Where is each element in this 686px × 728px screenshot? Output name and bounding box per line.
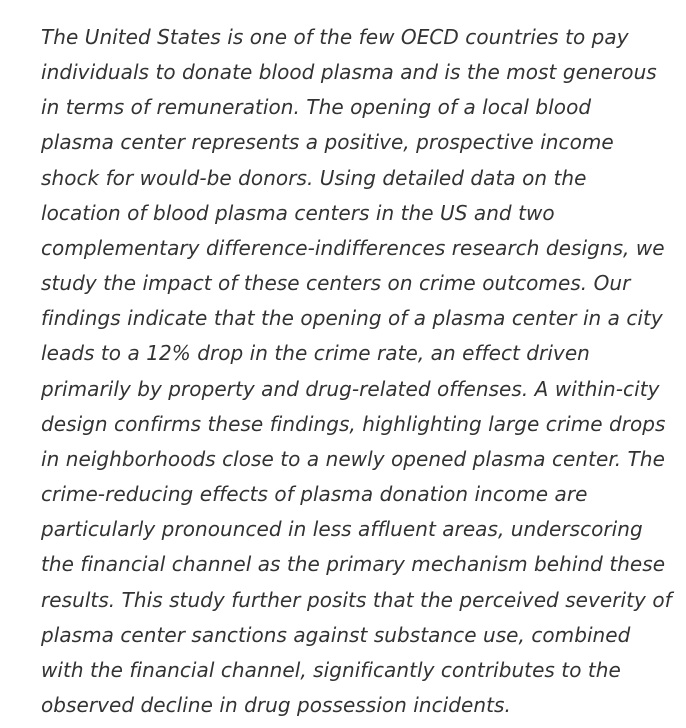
abstract-line: crime-reducing effects of plasma donation income are bbox=[41, 482, 588, 507]
abstract-line: results. This study further posits that the perceived severity of bbox=[41, 587, 672, 612]
abstract-line: in terms of remuneration. The opening of a local blood bbox=[41, 95, 592, 120]
abstract-line: design confirms these findings, highlighting large crime drops bbox=[41, 411, 666, 436]
abstract-line: individuals to donate blood plasma and is the most generous bbox=[41, 60, 657, 85]
abstract-line: location of blood plasma centers in the US and two bbox=[41, 200, 555, 225]
abstract-line: primarily by property and drug-related offenses. A within-city bbox=[41, 376, 660, 401]
abstract-line: shock for would-be donors. Using detailed data on the bbox=[41, 165, 587, 190]
abstract-line: with the financial channel, significantly contributes to the bbox=[41, 657, 621, 682]
abstract-line: in neighborhoods close to a newly opened plasma center. The bbox=[41, 446, 665, 471]
abstract-line: plasma center represents a positive, prospective income bbox=[41, 130, 614, 155]
abstract-line: particularly pronounced in less affluent areas, underscoring bbox=[41, 517, 643, 542]
abstract-line: the financial channel as the primary mechanism behind these bbox=[41, 552, 666, 577]
abstract-line: plasma center sanctions against substance use, combined bbox=[41, 622, 631, 647]
abstract-line: The United States is one of the few OECD countries to pay bbox=[41, 25, 629, 49]
abstract-line: observed decline in drug possession incidents. bbox=[41, 692, 511, 717]
abstract-line: findings indicate that the opening of a plasma center in a city bbox=[41, 306, 663, 331]
abstract-paragraph bbox=[41, 20, 672, 723]
abstract-line: study the impact of these centers on crime outcomes. Our bbox=[41, 271, 631, 296]
abstract-line: complementary difference-indifferences research designs, we bbox=[41, 235, 665, 260]
abstract-line: leads to a 12% drop in the crime rate, an effect driven bbox=[41, 341, 590, 366]
